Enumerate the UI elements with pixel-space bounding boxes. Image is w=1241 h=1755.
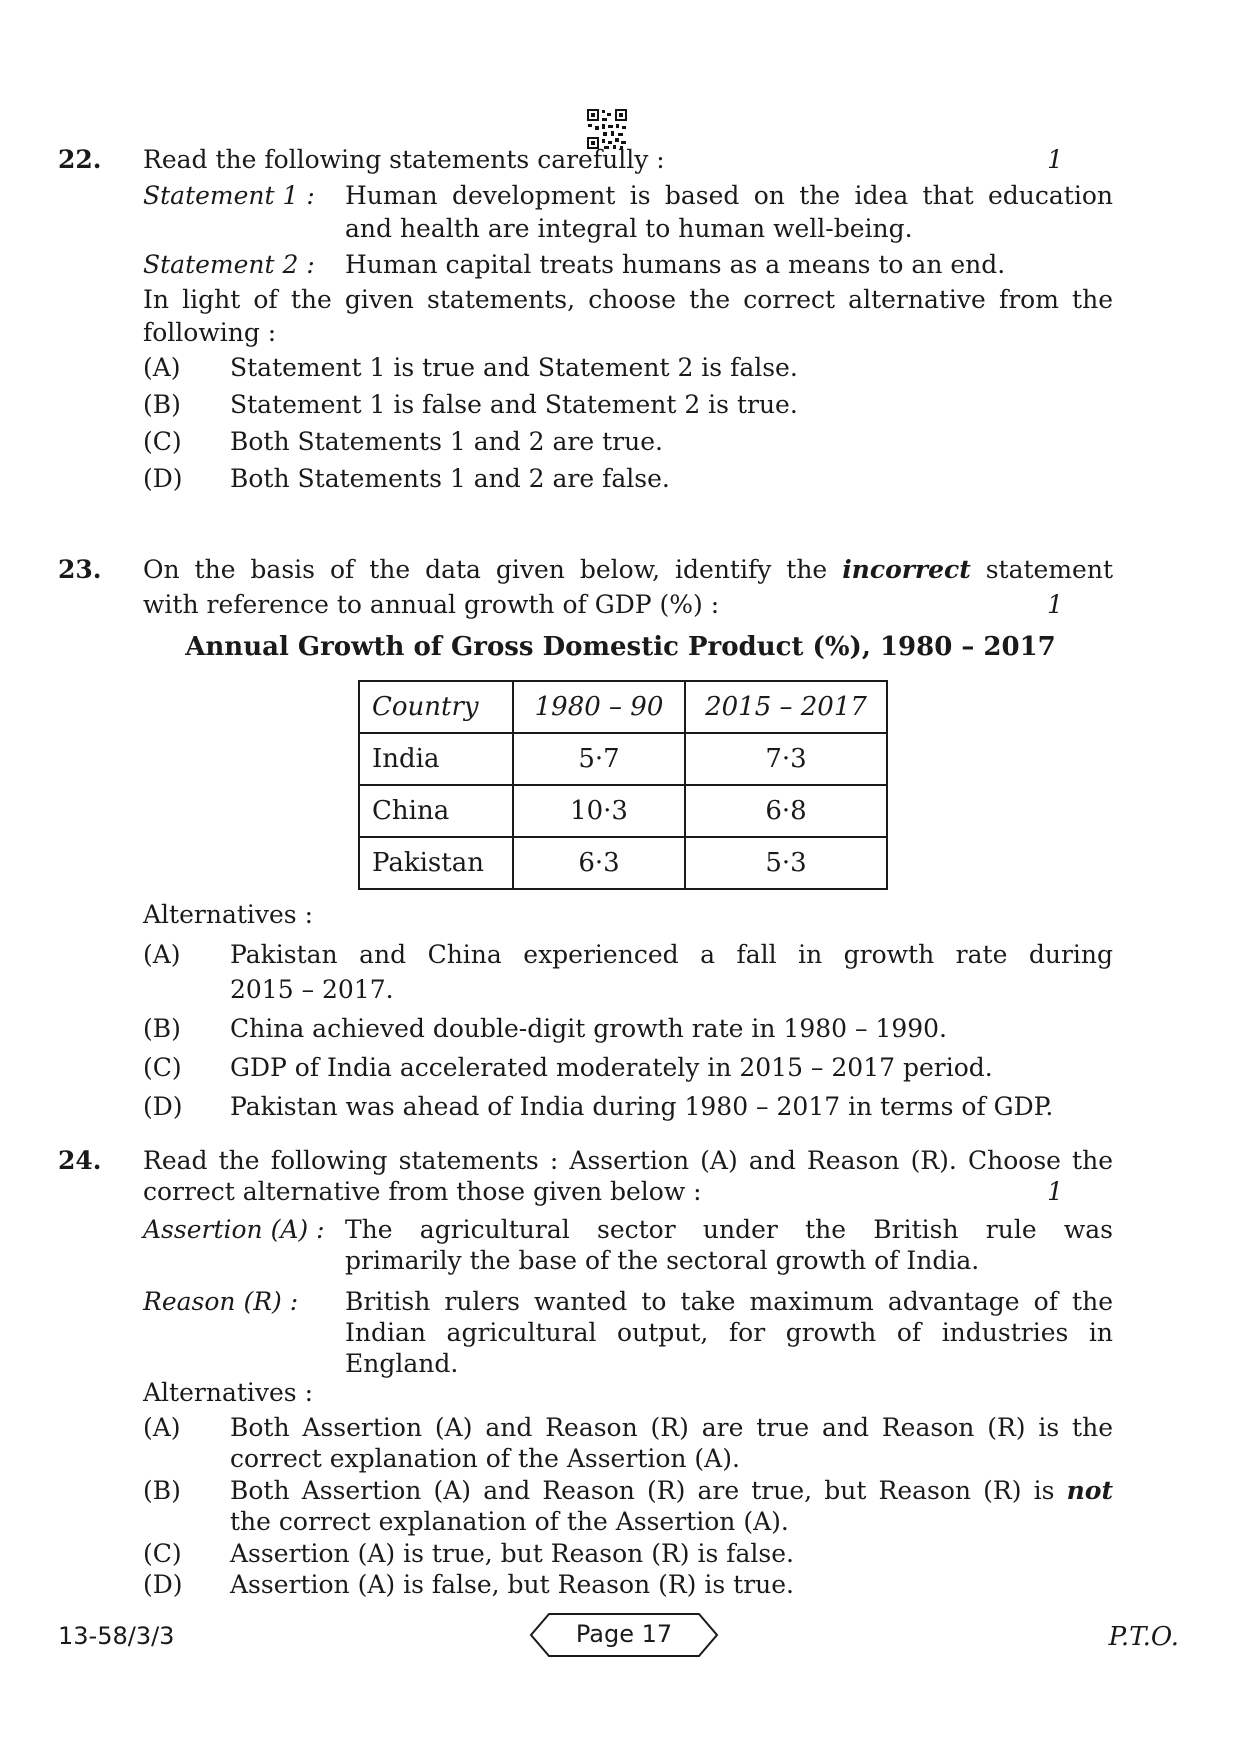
option-b-emphasis: not [1066,1476,1113,1505]
reason-line-1: British rulers wanted to take maximum advantage of the [345,1287,1113,1316]
question-marks: 1 [1047,590,1063,619]
table-title: Annual Growth of Gross Domestic Product (%), 1980 – 2017 [185,632,1056,662]
assertion-line-1: The agricultural sector under the British rule was [345,1215,1113,1244]
reason-label: Reason (R) : [143,1287,299,1316]
table-cell: 7·3 [685,733,887,785]
question-marks: 1 [1047,1177,1063,1206]
statement-2-label: Statement 2 : [143,250,315,279]
option-a-line-1: Both Assertion (A) and Reason (R) are true and Reason (R) is the [230,1413,1113,1442]
stem-emphasis: incorrect [842,555,971,584]
header-2015-2017: 2015 – 2017 [685,681,887,733]
table-cell: 10·3 [513,785,685,837]
instruction-line-1: In light of the given statements, choose the correct alternative from the [143,285,1113,314]
question-stem-line-1: Read the following statements : Assertion (A) and Reason (R). Choose the [143,1146,1113,1175]
paper-code: 13-58/3/3 [58,1622,175,1650]
instruction-line-2: following : [143,318,277,347]
statement-1-line-2: and health are integral to human well-being. [345,214,913,243]
assertion-label: Assertion (A) : [143,1215,325,1244]
option-b-text: Statement 1 is false and Statement 2 is true. [230,390,798,419]
question-stem-line-1 [143,555,1113,584]
alternatives-label: Alternatives : [143,900,314,929]
option-d-text: Both Statements 1 and 2 are false. [230,464,670,493]
option-c-letter: (C) [143,427,182,456]
option-b-text: China achieved double-digit growth rate in 1980 – 1990. [230,1014,948,1043]
qr-code-icon [586,108,628,150]
stem-text-end: statement [970,555,1113,584]
option-c-text: Assertion (A) is true, but Reason (R) is false. [230,1539,794,1568]
option-c-letter: (C) [143,1539,182,1568]
table-cell: 6·3 [513,837,685,889]
question-number: 23. [58,555,102,584]
option-b-line-1 [230,1476,1113,1505]
stem-text: On the basis of the data given below, identify the [143,555,843,584]
option-c-text: GDP of India accelerated moderately in 2015 – 2017 period. [230,1053,993,1082]
header-country: Country [359,681,513,733]
option-a-text: Statement 1 is true and Statement 2 is false. [230,353,798,382]
reason-line-3: England. [345,1349,459,1378]
option-d-letter: (D) [143,464,183,493]
table-header-row [359,681,887,733]
table-row [359,785,887,837]
table-cell: 6·8 [685,785,887,837]
statement-2-text: Human capital treats humans as a means to an end. [345,250,1006,279]
assertion-line-2: primarily the base of the sectoral growth of India. [345,1246,980,1275]
table-row [359,837,887,889]
option-b-text: Both Assertion (A) and Reason (R) are true, but Reason (R) is [230,1476,1067,1505]
question-number: 24. [58,1146,102,1175]
page-number-tag [529,1612,719,1658]
option-a-line-2: 2015 – 2017. [230,975,394,1004]
option-a-letter: (A) [143,353,181,382]
alternatives-label: Alternatives : [143,1378,314,1407]
table-cell: India [359,733,513,785]
gdp-table [358,680,888,890]
reason-line-2: Indian agricultural output, for growth of industries in [345,1318,1113,1347]
option-b-letter: (B) [143,1014,181,1043]
statement-1-label: Statement 1 : [143,181,315,210]
pto-label: P.T.O. [1108,1622,1179,1652]
option-d-text: Pakistan was ahead of India during 1980 – 2017 in terms of GDP. [230,1092,1054,1121]
option-a-letter: (A) [143,1413,181,1442]
option-b-letter: (B) [143,1476,181,1505]
question-stem-line-2: correct alternative from those given below : [143,1177,702,1206]
table-row [359,733,887,785]
option-c-text: Both Statements 1 and 2 are true. [230,427,663,456]
option-d-letter: (D) [143,1092,183,1121]
question-marks: 1 [1047,145,1063,174]
option-c-letter: (C) [143,1053,182,1082]
question-stem-line-2: with reference to annual growth of GDP (%) : [143,590,720,619]
table-cell: Pakistan [359,837,513,889]
option-a-line-2: correct explanation of the Assertion (A). [230,1444,740,1473]
option-d-text: Assertion (A) is false, but Reason (R) is true. [230,1570,794,1599]
option-a-letter: (A) [143,940,181,969]
option-b-letter: (B) [143,390,181,419]
table-cell: 5·7 [513,733,685,785]
table-cell: China [359,785,513,837]
option-d-letter: (D) [143,1570,183,1599]
question-number: 22. [58,145,102,174]
table-cell: 5·3 [685,837,887,889]
header-1980-90: 1980 – 90 [513,681,685,733]
option-b-line-2: the correct explanation of the Assertion (A). [230,1507,789,1536]
statement-1-line-1: Human development is based on the idea that education [345,181,1113,210]
page-number: Page 17 [575,1620,673,1648]
question-stem: Read the following statements carefully : [143,145,665,174]
option-a-line-1: Pakistan and China experienced a fall in growth rate during [230,940,1113,969]
